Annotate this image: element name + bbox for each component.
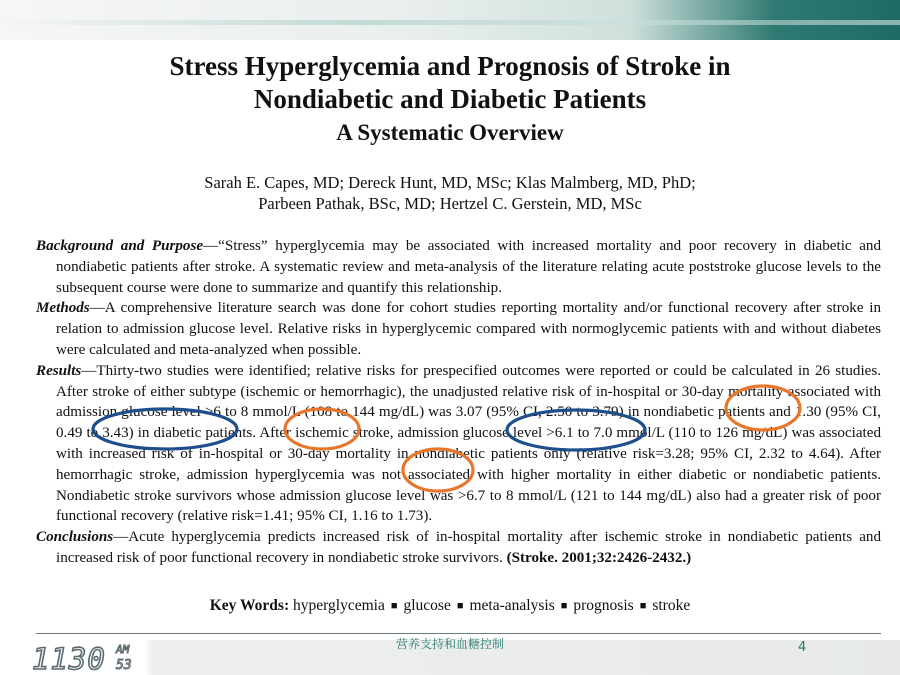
keywords-label: Key Words:	[209, 597, 290, 614]
keyword: meta-analysis	[469, 597, 555, 614]
abstract-background	[36, 236, 881, 298]
section-text: —A comprehensive literature search was done for cohort studies reporting mortality and/or functional recovery after stroke in relation to admission glucose level. Relative risks in hyperglycemic compared with normoglycemic patients with and without diabetes were calculated and meta-analyzed when possible.	[56, 300, 881, 358]
header-banner	[0, 0, 900, 40]
clock-seconds: 53	[116, 658, 132, 673]
keywords-line	[0, 597, 900, 615]
square-bullet-icon: ■	[560, 600, 568, 612]
title-line-2: Nondiabetic and Diabetic Patients	[253, 84, 647, 114]
authors-line-2: Parbeen Pathak, BSc, MD; Hertzel C. Gerstein, MD, MSc	[258, 194, 642, 213]
keyword: hyperglycemia	[293, 597, 385, 614]
section-heading: Background and Purpose	[36, 238, 204, 254]
clock-time: 1130	[32, 642, 106, 674]
square-bullet-icon: ■	[390, 600, 398, 612]
author-list	[0, 172, 900, 214]
keyword: glucose	[403, 597, 451, 614]
title-block	[0, 50, 900, 146]
footer-rule	[36, 633, 881, 634]
banner-stripe	[0, 20, 900, 25]
abstract	[36, 236, 881, 569]
section-heading: Methods	[36, 300, 90, 317]
page-number: 4	[798, 640, 807, 655]
section-text: —Thirty-two studies were identified; relative risks for prespecified outcomes were reported or could be calculated in 26 studies. After stroke of either subtype (ischemic or hemorrhagic), the unadjusted relative risk of in-hospital or 30-day mortality associated with admission glucose level >6 to 8 mmol/L (108 to 144 mg/dL) was 3.07 (95% CI, 2.50 to 3.79) in nondiabetic patients and 1.30 (95% CI, 0.49 to 3.43) in diabetic patients. After ischemic stroke, admission glucose level >6.1 to 7.0 mmol/L (110 to 126 mg/dL) was associated with increased risk of in-hospital or 30-day mortality in nondiabetic patients only (relative risk=3.28; 95% CI, 2.32 to 4.64). After hemorrhagic stroke, admission hyperglycemia was not associated with higher mortality in either diabetic or nondiabetic patients. Nondiabetic stroke survivors whose admission glucose level was >6.7 to 8 mmol/L (121 to 144 mg/dL) also had a greater risk of poor functional recovery (relative risk=1.41; 95% CI, 1.16 to 1.73).	[56, 362, 881, 525]
citation: (Stroke. 2001;32:2426-2432.)	[506, 549, 692, 566]
paper-subtitle: A Systematic Overview	[336, 120, 564, 145]
digital-clock	[30, 640, 150, 674]
clock-ampm: AM	[116, 643, 130, 656]
section-text: —Acute hyperglycemia predicts increased risk of in-hospital mortality after ischemic stroke in nondiabetic patients and increased risk of poor functional recovery in nondiabetic stroke survivors.	[56, 529, 881, 566]
title-line-1: Stress Hyperglycemia and Prognosis of Stroke in	[169, 51, 731, 81]
abstract-methods	[36, 298, 881, 360]
footer-caption: 营养支持和血糖控制	[395, 637, 504, 651]
keyword: stroke	[652, 597, 691, 614]
section-heading: Results	[36, 362, 82, 379]
abstract-results	[36, 361, 881, 527]
section-text: —“Stress” hyperglycemia may be associated with increased mortality and poor recovery in diabetic and nondiabetic patients after stroke. A systematic review and meta-analysis of the literature relating acute poststroke glucose levels to the subsequent course were done to summarize and quantify this relationship.	[56, 238, 881, 296]
authors-line-1: Sarah E. Capes, MD; Dereck Hunt, MD, MSc; Klas Malmberg, MD, PhD;	[204, 173, 696, 192]
square-bullet-icon: ■	[639, 600, 647, 612]
abstract-conclusions	[36, 527, 881, 569]
keyword: prognosis	[573, 597, 634, 614]
paper-title	[0, 50, 900, 116]
section-heading: Conclusions	[36, 529, 114, 546]
square-bullet-icon: ■	[456, 600, 464, 612]
